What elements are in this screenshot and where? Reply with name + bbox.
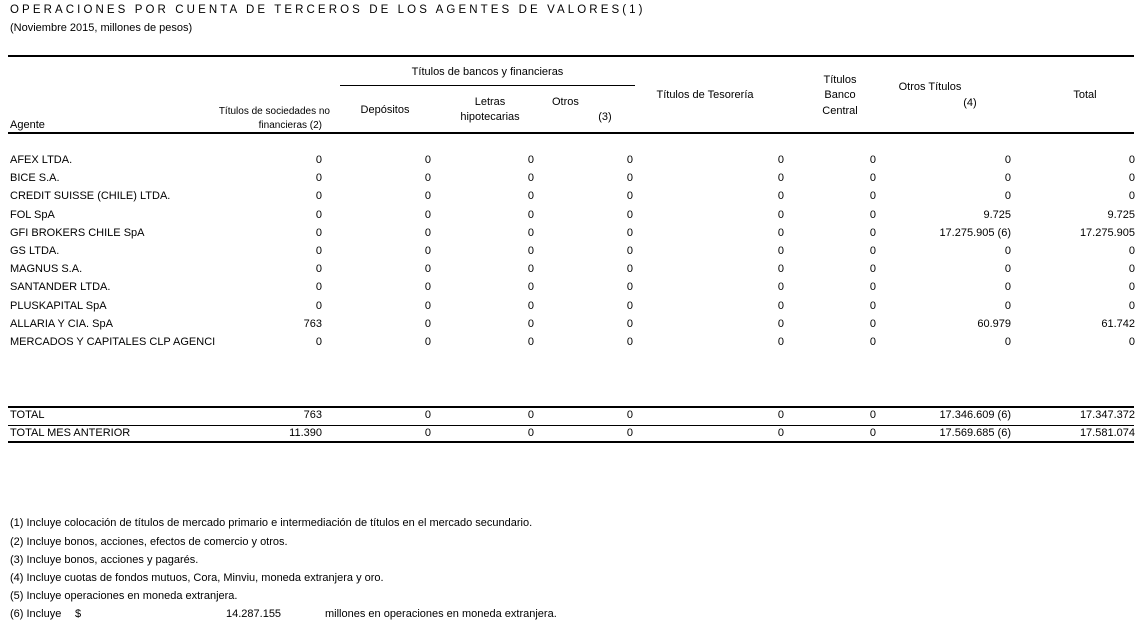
cell-soc: 0 — [315, 154, 322, 166]
cell-tot: 9.725 — [1107, 208, 1135, 221]
cell-otr: 0 — [626, 336, 633, 348]
cell-bc: 0 — [869, 317, 876, 330]
cell-soc: 0 — [315, 281, 322, 294]
header-otros-titulos: Otros Títulos — [898, 81, 962, 93]
agent-name: FOL SpA — [10, 208, 55, 221]
cell-let: 0 — [527, 172, 534, 185]
table-row — [0, 261, 1147, 279]
cell-ot: 0 — [1004, 299, 1011, 312]
table-row — [0, 334, 1147, 352]
table-row — [0, 316, 1147, 334]
cell-dep: 0 — [424, 172, 431, 185]
cell-soc: 11.390 — [289, 427, 322, 440]
cell-otr: 0 — [626, 154, 633, 166]
report-title: OPERACIONES POR CUENTA DE TERCEROS DE LOS AGENTES DE VALORES(1) — [10, 4, 646, 16]
cell-otr: 0 — [626, 427, 633, 440]
cell-tot: 17.347.372 — [1079, 409, 1135, 421]
cell-soc: 0 — [315, 190, 322, 203]
header-otros-note: (3) — [598, 111, 612, 123]
cell-ot: 0 — [1004, 336, 1011, 348]
note-6-amount: 14.287.155 — [226, 608, 282, 620]
cell-ot: 0 — [1004, 154, 1011, 166]
cell-bc: 0 — [869, 336, 876, 348]
table-row — [0, 207, 1147, 225]
agent-name: ALLARIA Y CIA. SpA — [10, 317, 113, 330]
header-tesoreria: Títulos de Tesorería — [656, 89, 754, 101]
cell-ot: 0 — [1004, 263, 1011, 276]
cell-tot: 61.742 — [1101, 317, 1135, 330]
cell-ot: 17.346.609 (6) — [939, 409, 1011, 421]
agent-name: MERCADOS Y CAPITALES CLP AGENCI — [10, 336, 216, 348]
cell-bc: 0 — [869, 263, 876, 276]
cell-otr: 0 — [626, 208, 633, 221]
table-top-rule — [8, 55, 1134, 57]
cell-dep: 0 — [424, 427, 431, 440]
note-5: (5) Incluye operaciones en moneda extranjera. — [10, 590, 238, 602]
cell-tes: 0 — [777, 281, 784, 294]
note-6-currency: $ — [75, 608, 82, 620]
cell-otr: 0 — [626, 281, 633, 294]
agent-name: PLUSKAPITAL SpA — [10, 299, 107, 312]
cell-dep: 0 — [424, 281, 431, 294]
cell-tes: 0 — [777, 409, 784, 421]
header-letras-line1: Letras — [474, 96, 506, 108]
cell-ot: 17.275.905 (6) — [939, 226, 1011, 239]
cell-otr: 0 — [626, 317, 633, 330]
cell-bc: 0 — [869, 409, 876, 421]
cell-bc: 0 — [869, 226, 876, 239]
cell-dep: 0 — [424, 245, 431, 257]
agent-name: AFEX LTDA. — [10, 154, 73, 166]
cell-tes: 0 — [777, 190, 784, 203]
header-otros-titulos-note: (4) — [963, 97, 977, 109]
cell-bc: 0 — [869, 208, 876, 221]
cell-bc: 0 — [869, 299, 876, 312]
note-1: (1) Incluye colocación de títulos de mercado primario e intermediación de títulos en el mercado secundario. — [10, 517, 533, 529]
header-soc-line1: Títulos de sociedades no — [218, 106, 330, 117]
cell-bc: 0 — [869, 154, 876, 166]
cell-dep: 0 — [424, 317, 431, 330]
cell-otr: 0 — [626, 409, 633, 421]
header-bc-line2: Banco — [824, 89, 856, 101]
header-agente: Agente — [10, 119, 45, 131]
cell-dep: 0 — [424, 299, 431, 312]
table-row — [0, 279, 1147, 297]
cell-bc: 0 — [869, 172, 876, 185]
cell-dep: 0 — [424, 154, 431, 166]
table-row — [0, 188, 1147, 206]
agent-name: BICE S.A. — [10, 172, 60, 185]
cell-tes: 0 — [777, 299, 784, 312]
cell-dep: 0 — [424, 409, 431, 421]
table-row — [0, 425, 1147, 443]
report-subtitle: (Noviembre 2015, millones de pesos) — [10, 22, 193, 34]
cell-soc: 0 — [315, 299, 322, 312]
agent-name: MAGNUS S.A. — [10, 263, 83, 276]
cell-otr: 0 — [626, 190, 633, 203]
note-6-suffix: millones en operaciones en moneda extranjera. — [325, 608, 557, 620]
cell-soc: 0 — [315, 336, 322, 348]
cell-otr: 0 — [626, 226, 633, 239]
cell-ot: 60.979 — [977, 317, 1011, 330]
cell-tes: 0 — [777, 336, 784, 348]
cell-ot: 0 — [1004, 190, 1011, 203]
header-letras-line2: hipotecarias — [460, 111, 520, 123]
header-soc-line2: financieras (2) — [258, 120, 322, 131]
cell-otr: 0 — [626, 245, 633, 257]
cell-soc: 0 — [315, 263, 322, 276]
cell-tes: 0 — [777, 427, 784, 440]
cell-soc: 763 — [303, 317, 322, 330]
cell-tot: 17.275.905 — [1079, 226, 1135, 239]
note-3: (3) Incluye bonos, acciones y pagarés. — [10, 554, 199, 566]
cell-tot: 0 — [1128, 172, 1135, 185]
header-bottom-rule — [8, 132, 1134, 134]
note-4: (4) Incluye cuotas de fondos mutuos, Cora, Minviu, moneda extranjera y oro. — [10, 572, 384, 584]
table-row — [0, 225, 1147, 243]
cell-ot: 0 — [1004, 281, 1011, 294]
cell-tes: 0 — [777, 172, 784, 185]
table-row — [0, 152, 1147, 170]
agent-name: CREDIT SUISSE (CHILE) LTDA. — [10, 190, 171, 203]
header-depositos: Depósitos — [360, 104, 410, 116]
cell-let: 0 — [527, 208, 534, 221]
cell-ot: 9.725 — [983, 208, 1011, 221]
cell-otr: 0 — [626, 172, 633, 185]
cell-let: 0 — [527, 409, 534, 421]
cell-tes: 0 — [777, 154, 784, 166]
cell-let: 0 — [527, 427, 534, 440]
header-bancos-group: Títulos de bancos y financieras — [411, 66, 564, 78]
agent-name: TOTAL — [10, 409, 45, 421]
cell-soc: 0 — [315, 172, 322, 185]
cell-soc: 0 — [315, 226, 322, 239]
cell-let: 0 — [527, 226, 534, 239]
cell-soc: 763 — [303, 409, 322, 421]
cell-let: 0 — [527, 281, 534, 294]
cell-tes: 0 — [777, 226, 784, 239]
cell-let: 0 — [527, 336, 534, 348]
table-row — [0, 298, 1147, 316]
cell-let: 0 — [527, 317, 534, 330]
cell-bc: 0 — [869, 190, 876, 203]
table-row — [0, 407, 1147, 425]
cell-let: 0 — [527, 190, 534, 203]
note-6-prefix: (6) Incluye — [10, 608, 62, 620]
cell-tes: 0 — [777, 245, 784, 257]
note-2: (2) Incluye bonos, acciones, efectos de comercio y otros. — [10, 536, 288, 548]
header-bc-line3: Central — [822, 105, 858, 117]
cell-let: 0 — [527, 154, 534, 166]
cell-tot: 0 — [1128, 263, 1135, 276]
cell-dep: 0 — [424, 208, 431, 221]
cell-dep: 0 — [424, 336, 431, 348]
header-otros: Otros — [552, 96, 579, 108]
cell-ot: 0 — [1004, 172, 1011, 185]
cell-tot: 0 — [1128, 281, 1135, 294]
cell-tes: 0 — [777, 263, 784, 276]
agent-name: GFI BROKERS CHILE SpA — [10, 226, 145, 239]
cell-dep: 0 — [424, 190, 431, 203]
cell-tot: 0 — [1128, 190, 1135, 203]
cell-tot: 0 — [1128, 154, 1135, 166]
header-total: Total — [1073, 89, 1097, 101]
cell-tot: 0 — [1128, 299, 1135, 312]
cell-otr: 0 — [626, 299, 633, 312]
cell-dep: 0 — [424, 263, 431, 276]
cell-ot: 17.569.685 (6) — [939, 427, 1011, 440]
table-row — [0, 170, 1147, 188]
cell-otr: 0 — [626, 263, 633, 276]
cell-soc: 0 — [315, 245, 322, 257]
table-row — [0, 243, 1147, 261]
cell-let: 0 — [527, 263, 534, 276]
agent-name: SANTANDER LTDA. — [10, 281, 111, 294]
cell-let: 0 — [527, 299, 534, 312]
cell-tot: 17.581.074 — [1079, 427, 1135, 440]
cell-dep: 0 — [424, 226, 431, 239]
cell-tes: 0 — [777, 317, 784, 330]
cell-ot: 0 — [1004, 245, 1011, 257]
agent-name: TOTAL MES ANTERIOR — [10, 427, 131, 440]
cell-bc: 0 — [869, 281, 876, 294]
agent-name: GS LTDA. — [10, 245, 60, 257]
cell-let: 0 — [527, 245, 534, 257]
cell-bc: 0 — [869, 427, 876, 440]
header-bc-line1: Títulos — [823, 74, 857, 86]
cell-tot: 0 — [1128, 245, 1135, 257]
header-group-rule — [340, 85, 635, 86]
cell-soc: 0 — [315, 208, 322, 221]
cell-tes: 0 — [777, 208, 784, 221]
cell-tot: 0 — [1128, 336, 1135, 348]
cell-bc: 0 — [869, 245, 876, 257]
